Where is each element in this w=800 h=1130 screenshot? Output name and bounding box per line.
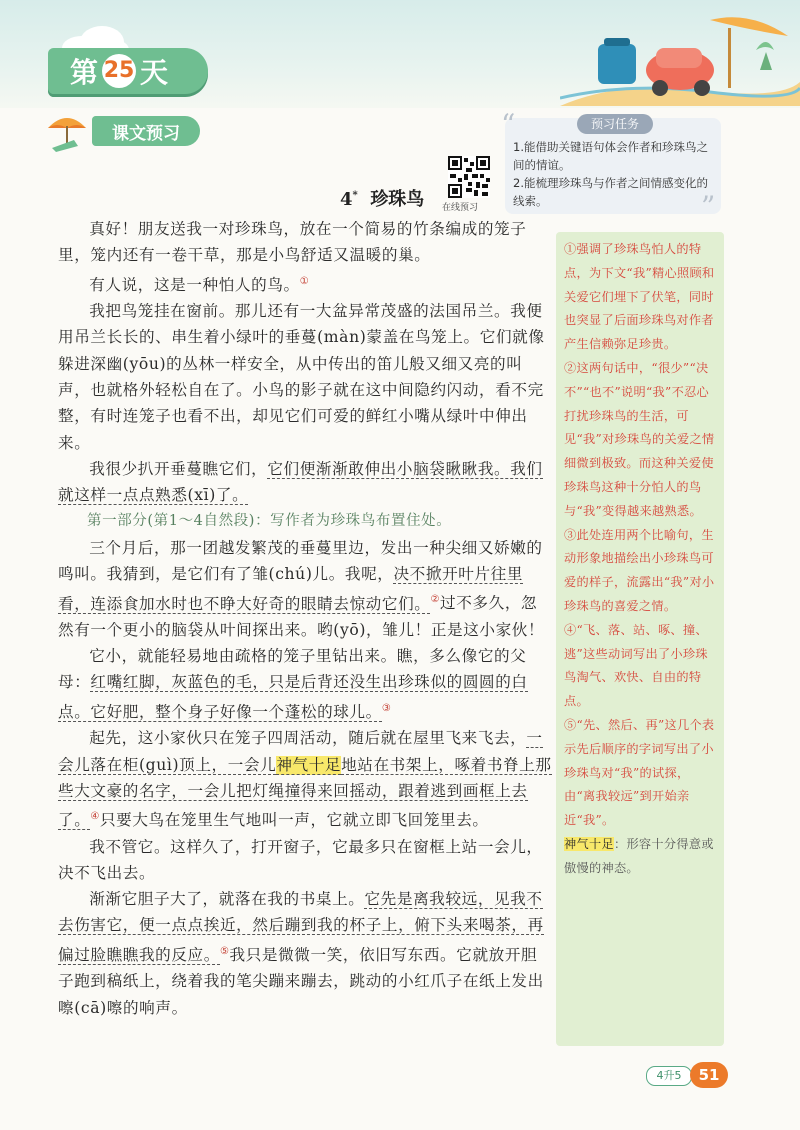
grade-tag: 4升5 — [646, 1066, 692, 1086]
vocab-definition: ：形容十分得意或傲慢的神态。 — [564, 836, 714, 875]
paragraph-5-underlined: 决不掀开叶片往里看，连添食加水时也不睁大好奇的眼睛去惊动它们。 — [58, 565, 524, 613]
lesson-title — [340, 185, 424, 211]
task-item-1: 1.能借助关键语句体会作者和珍珠鸟之间的情谊。 — [513, 140, 708, 172]
paragraph-9-tail: 我只是微微一笑，依旧写东西。它就放开胆子跑到稿纸上，绕着我的笔尖蹦来蹦去，跳动的小红爪子在纸上发出嚓(cā)嚓的响声。 — [58, 945, 544, 1017]
paragraph-6-underlined: 红嘴红脚，灰蓝色的毛，只是后背还没生出珍珠似的圆圆的白点。它好肥，整个身子好像一个蓬松的球儿。 — [58, 673, 528, 721]
annotation-panel — [556, 232, 724, 1046]
highlighted-vocab: 神气十足 — [276, 755, 342, 774]
paragraph-4-text: 我很少扒开垂蔓瞧它们， — [89, 459, 268, 478]
paragraph-7-underlined-1: 一会儿落在柜(guì)顶上，一会儿 — [58, 729, 543, 774]
preview-task-box — [501, 108, 721, 223]
vocab-word: 神气十足 — [564, 836, 614, 851]
lesson-number: 4 — [340, 189, 353, 210]
paragraph-7-text: 起先，这小家伙只在笼子四周活动，随后就在屋里飞来飞去， — [89, 729, 527, 748]
note-5: ⑤“先、然后、再”这几个表示先后顺序的字词写出了小珍珠鸟对“我”的试探，由“离我较远”到开始亲近“我”。 — [564, 717, 715, 828]
day-badge — [48, 48, 208, 94]
vocab-note — [564, 833, 718, 881]
qr-code-icon[interactable] — [448, 156, 490, 198]
day-number: 25 — [102, 54, 136, 88]
note-2: ②这两句话中，“很少”“决不”“也不”说明“我”不忍心打扰珍珠鸟的生活，可见“我”对珍珠鸟的关爱之情细微到极致。而这种关爱使珍珠鸟这种十分怕人的鸟与“我”变得越来越熟悉。 — [564, 360, 715, 518]
open-quote-icon: “ — [501, 108, 516, 141]
day-prefix: 第 — [70, 56, 99, 89]
beach-umbrella-icon — [44, 110, 90, 152]
paragraph-5-text: 三个月后，那一团越发繁茂的垂蔓里边，发出一种尖细又娇嫩的鸣叫。我猜到，是它们有了雏(chú)儿。我呢， — [58, 538, 543, 584]
task-item-2: 2.能梳理珍珠鸟与作者之间情感变化的线索。 — [513, 176, 708, 208]
paragraph-8: 我不管它。这样久了，打开窗子，它最多只在窗框上站一会儿，决不飞出去。 — [58, 837, 543, 882]
comment-mark-5: ⑤ — [219, 945, 230, 957]
lesson-name: 珍珠鸟 — [370, 189, 425, 210]
paragraph-1: 真好！朋友送我一对珍珠鸟，放在一个简易的竹条编成的笼子里，笼内还有一卷干草，那是小鸟舒适又温暖的巢。 — [58, 220, 527, 265]
paragraph-6-text: 它小，就能轻易地由疏格的笼子里钻出来。瞧，多么像它的父母： — [58, 647, 527, 692]
part-summary: 第一部分(第1～4自然段)：写作者为珍珠鸟布置住处。 — [87, 513, 452, 530]
comment-mark-3: ③ — [381, 702, 392, 714]
task-list — [513, 138, 717, 210]
paragraph-7-underlined-2: 地站在书架上，啄着书脊上那些大文豪的名字，一会儿把灯绳撞得来回摇动，跟着逃到画框上去了。 — [58, 755, 552, 830]
comment-mark-4: ④ — [90, 811, 100, 823]
day-suffix: 天 — [140, 56, 169, 89]
annotation-list — [564, 238, 718, 881]
task-title: 预习任务 — [577, 114, 653, 134]
paragraph-4 — [58, 456, 552, 509]
note-3: ③此处连用两个比喻句，生动形象地描绘出小珍珠鸟可爱的样子，流露出“我”对小珍珠鸟的喜爱之情。 — [564, 527, 715, 613]
beach-illustration — [560, 10, 800, 106]
paragraph-5-tail: 过不多久，忽然有一个更小的脑袋从叶间探出来。哟(yō)，雏儿！正是这小家伙！ — [58, 594, 545, 639]
paragraph-9-text: 渐渐它胆子大了，就落在我的书桌上。 — [89, 890, 365, 909]
paragraph-2-text: 有人说，这是一种怕人的鸟。 — [89, 275, 300, 294]
paragraph-7 — [58, 725, 552, 833]
paragraph-9-underlined: 它先是离我较远，见我不去伤害它，便一点点挨近，然后蹦到我的杯子上，俯下头来喝茶，再偏过脸瞧瞧我的反应。 — [58, 890, 544, 964]
paragraph-3: 我把鸟笼挂在窗前。那儿还有一大盆异常茂盛的法国吊兰。我便用吊兰长长的、串生着小绿叶的垂蔓(màn)蒙盖在鸟笼上。它们就像躲进深幽(yōu)的丛林一样安全，从中传出的笛儿般又细又亮的叫声，也就格外轻松自在了。小鸟的影子就在这中间隐约闪动，看不完整，有时连笼子也看不出，却见它们可爱的鲜红小嘴从绿叶中伸出来。 — [58, 302, 545, 452]
page-number: 51 — [690, 1062, 728, 1088]
lesson-body — [58, 216, 552, 1021]
close-quote-icon: ” — [701, 190, 716, 223]
note-4: ④“飞、落、站、啄、撞、逃”这些动词写出了小珍珠鸟淘气、欢快、自由的特点。 — [564, 622, 708, 709]
lesson-mark: * — [352, 190, 358, 201]
section-tag: 课文预习 — [92, 116, 200, 146]
comment-mark-1: ① — [299, 275, 310, 287]
paragraph-4-underlined: 它们便渐渐敢伸出小脑袋瞅瞅我。我们就这样一点点熟悉(xī)了。 — [58, 459, 543, 505]
note-1: ①强调了珍珠鸟怕人的特点，为下文“我”精心照顾和关爱它们埋下了伏笔，同时也突显了后面珍珠鸟对作者产生信赖弥足珍贵。 — [564, 242, 715, 352]
paragraph-6 — [58, 643, 552, 725]
qr-label: 在线预习 — [442, 203, 479, 213]
paragraph-2 — [58, 269, 552, 298]
paragraph-5 — [58, 535, 552, 643]
paragraph-9 — [58, 886, 552, 1021]
comment-mark-2: ② — [430, 594, 441, 606]
paragraph-7-tail: 只要大鸟在笼里生气地叫一声，它就立即飞回笼里去。 — [99, 811, 489, 830]
